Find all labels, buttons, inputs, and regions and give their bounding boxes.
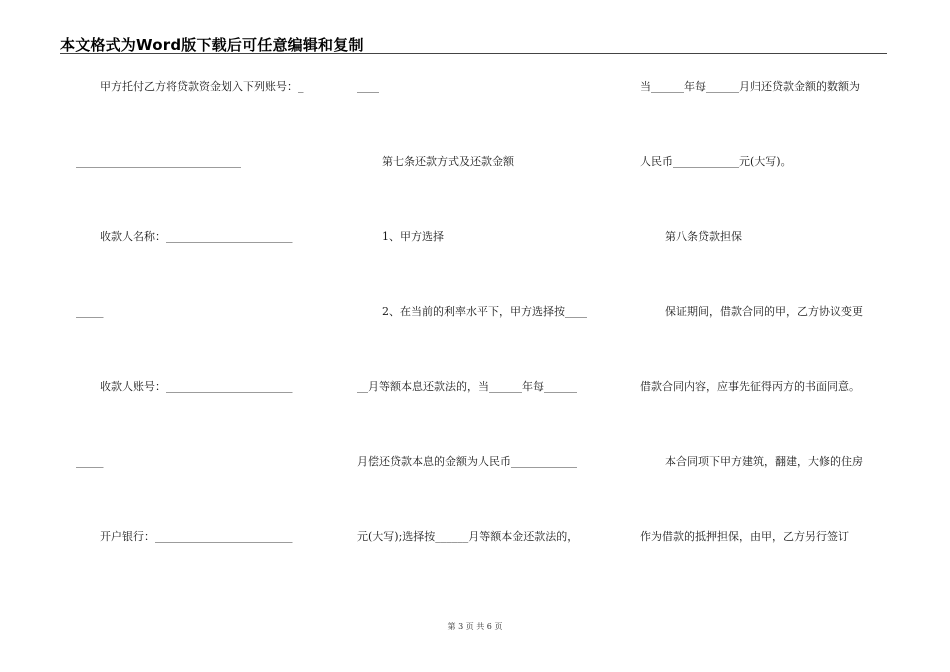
text-line: 人民币____________元(大写)。 — [640, 155, 792, 168]
text-line: 第八条贷款担保 — [665, 230, 742, 243]
text-line: 月偿还贷款本息的金额为人民币____________ — [357, 455, 577, 468]
text-line: 甲方托付乙方将贷款资金划入下列账号：_ — [100, 80, 304, 93]
text-line: 元(大写);选择按______月等额本金还款法的， — [357, 530, 579, 543]
text-line: _____ — [76, 455, 104, 468]
text-line: 借款合同内容，应事先征得丙方的书面同意。 — [640, 380, 860, 393]
text-line: 2、在当前的利率水平下，甲方选择按____ — [382, 305, 587, 318]
page-number-footer: 第 3 页 共 6 页 — [447, 622, 503, 631]
text-line: 收款人名称：_______________________ — [100, 230, 293, 243]
text-line: 保证期间，借款合同的甲，乙方协议变更 — [665, 305, 863, 318]
text-line: 当______年每______月归还贷款金额的数额为 — [640, 80, 860, 93]
header-divider — [60, 53, 887, 54]
document-header-title: 本文格式为Word版下载后可任意编辑和复制 — [60, 36, 364, 54]
text-line: 作为借款的抵押担保，由甲，乙方另行签订 — [640, 530, 849, 543]
text-line: ____ — [357, 80, 379, 93]
text-line: ______________________________ — [76, 155, 241, 168]
text-line: 1、甲方选择 — [382, 230, 444, 243]
text-line: 本合同项下甲方建筑，翻建，大修的住房 — [665, 455, 863, 468]
text-line: 收款人账号：_______________________ — [100, 380, 293, 393]
text-line: 开户银行：_________________________ — [100, 530, 293, 543]
text-line: _____ — [76, 305, 104, 318]
text-line: __月等额本息还款法的，当______年每______ — [357, 380, 577, 393]
text-line: 第七条还款方式及还款金额 — [382, 155, 514, 168]
